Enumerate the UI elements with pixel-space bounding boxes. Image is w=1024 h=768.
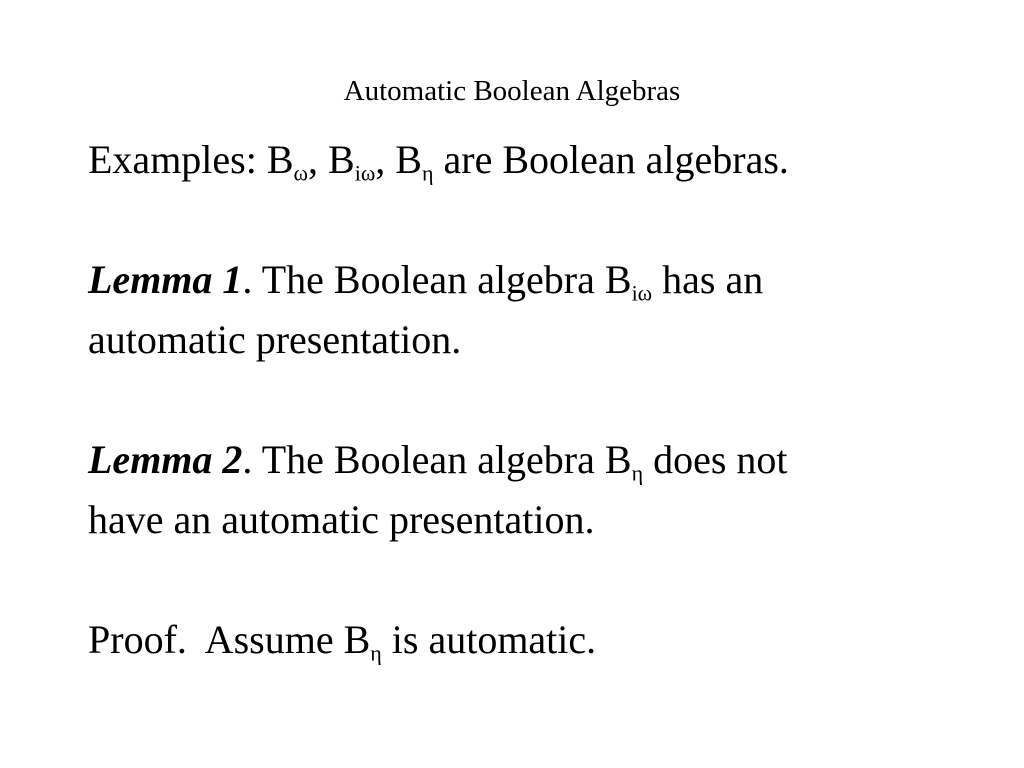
proof-line <box>88 610 988 670</box>
lemma2-label: Lemma 2 <box>88 437 243 482</box>
examples-suffix: are Boolean algebras. <box>433 137 789 182</box>
lemma1-text-after: has an <box>652 257 764 302</box>
lemma2-text-before: . The Boolean algebra B <box>242 437 632 482</box>
lemma2-subscript: η <box>631 460 644 486</box>
spacer <box>88 550 988 610</box>
lemma1-subscript: iω <box>631 280 653 306</box>
subscript-omega: ω <box>293 160 309 186</box>
slide-body <box>88 130 988 670</box>
spacer <box>88 190 988 250</box>
lemma1-line1 <box>88 250 988 310</box>
examples-line <box>88 130 988 190</box>
proof-subscript: η <box>370 640 382 666</box>
subscript-i-omega: iω <box>354 160 376 186</box>
spacer <box>88 370 988 430</box>
examples-separator-1: , B <box>308 137 355 182</box>
lemma1-label: Lemma 1 <box>88 257 243 302</box>
proof-text-after: is automatic. <box>381 617 597 662</box>
lemma1-text-before: . The Boolean algebra B <box>242 257 632 302</box>
lemma2-line1 <box>88 430 988 490</box>
examples-separator-2: , B <box>375 137 422 182</box>
examples-prefix: Examples: B <box>88 137 294 182</box>
slide-title: Automatic Boolean Algebras <box>343 75 681 107</box>
lemma2-text-after: does not <box>643 437 788 482</box>
lemma1-line2: automatic presentation. <box>88 317 462 362</box>
subscript-eta: η <box>421 160 434 186</box>
lemma2-line2: have an automatic presentation. <box>88 497 595 542</box>
proof-text-before: Proof. Assume B <box>88 617 371 662</box>
